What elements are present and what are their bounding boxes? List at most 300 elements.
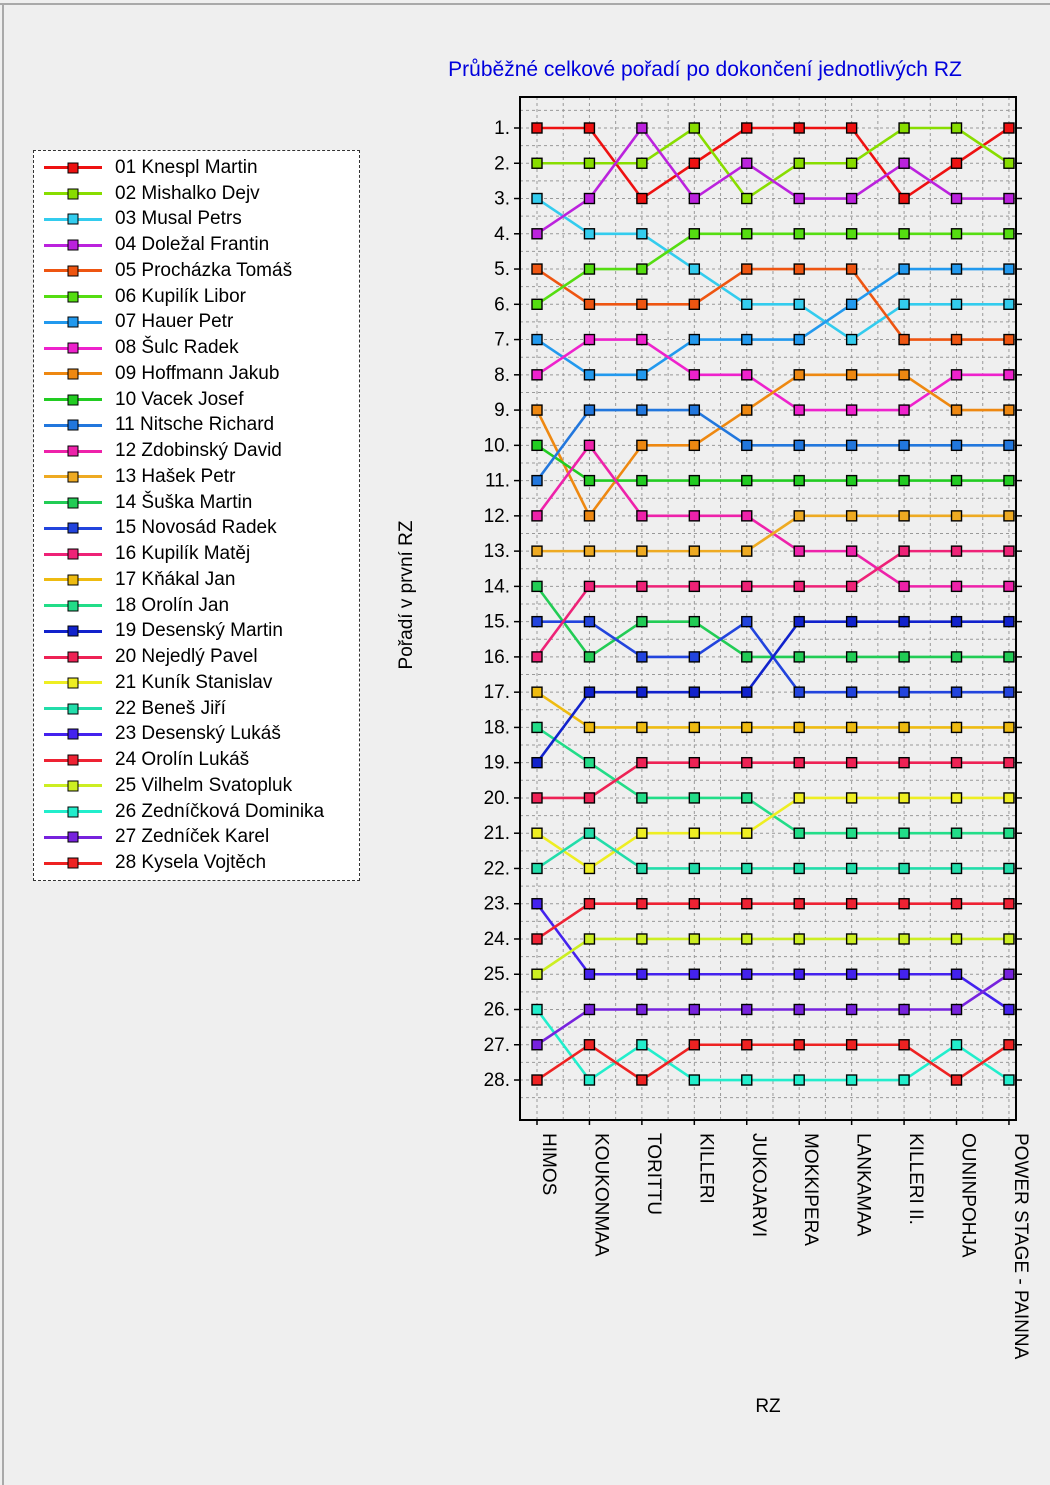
legend-label: 03 Musal Petrs — [115, 208, 242, 230]
x-tick-label: TORITTU — [642, 1133, 664, 1215]
x-tick-label: LANKAMAA — [852, 1133, 874, 1237]
x-tick-label: JUKOJARVI — [747, 1133, 769, 1238]
data-point-marker — [637, 758, 647, 768]
legend-label: 19 Desenský Martin — [115, 620, 283, 642]
data-point-marker — [794, 687, 804, 697]
data-point-marker — [742, 405, 752, 415]
data-point-marker — [794, 476, 804, 486]
x-tick-label: HIMOS — [538, 1133, 559, 1196]
data-point-marker — [532, 969, 542, 979]
data-point-marker — [637, 687, 647, 697]
y-tick-label: 7. — [494, 329, 510, 351]
data-point-marker — [532, 722, 542, 732]
data-point-marker — [952, 758, 962, 768]
data-point-marker — [584, 194, 594, 204]
data-point-marker — [794, 828, 804, 838]
y-tick-label: 13. — [483, 541, 510, 563]
legend-label: 02 Mishalko Dejv — [115, 182, 260, 204]
legend-label: 27 Zedníček Karel — [115, 826, 270, 848]
data-point-marker — [742, 863, 752, 873]
data-point-marker — [1004, 687, 1014, 697]
x-tick-label: KOUKONMAA — [590, 1133, 612, 1257]
data-point-marker — [794, 123, 804, 133]
data-point-marker — [952, 934, 962, 944]
data-point-marker — [637, 229, 647, 239]
y-tick-label: 12. — [483, 505, 510, 527]
y-tick-label: 4. — [494, 223, 510, 245]
data-point-marker — [847, 370, 857, 380]
data-point-marker — [584, 863, 594, 873]
data-point-marker — [899, 652, 909, 662]
y-tick-label: 27. — [483, 1034, 510, 1056]
data-point-marker — [584, 229, 594, 239]
legend-label: 16 Kupilík Matěj — [115, 543, 251, 565]
data-point-marker — [532, 828, 542, 838]
data-point-marker — [637, 546, 647, 556]
data-point-marker — [1004, 1075, 1014, 1085]
data-point-marker — [899, 335, 909, 345]
data-point-marker — [899, 405, 909, 415]
data-point-marker — [794, 335, 804, 345]
data-point-marker — [794, 934, 804, 944]
data-point-marker — [794, 264, 804, 274]
data-point-marker — [952, 546, 962, 556]
data-point-marker — [899, 370, 909, 380]
y-tick-label: 26. — [483, 999, 510, 1021]
data-point-marker — [584, 828, 594, 838]
data-point-marker — [742, 370, 752, 380]
y-tick-label: 2. — [494, 153, 510, 175]
data-point-marker — [1004, 229, 1014, 239]
y-tick-label: 8. — [494, 364, 510, 386]
data-point-marker — [637, 722, 647, 732]
y-tick-label: 14. — [483, 576, 510, 598]
data-point-marker — [794, 581, 804, 591]
data-point-marker — [532, 546, 542, 556]
y-tick-label: 1. — [494, 118, 510, 139]
data-point-marker — [584, 1040, 594, 1050]
y-tick-label: 11. — [484, 470, 510, 492]
data-point-marker — [899, 934, 909, 944]
data-point-marker — [899, 687, 909, 697]
data-point-marker — [847, 476, 857, 486]
y-tick-label: 15. — [483, 611, 510, 633]
data-point-marker — [899, 581, 909, 591]
data-point-marker — [742, 617, 752, 627]
data-point-marker — [847, 828, 857, 838]
data-point-marker — [532, 899, 542, 909]
data-point-marker — [794, 370, 804, 380]
data-point-marker — [1004, 440, 1014, 450]
data-point-marker — [637, 335, 647, 345]
data-point-marker — [899, 722, 909, 732]
legend-label: 04 Doležal Frantin — [115, 234, 270, 256]
data-point-marker — [532, 229, 542, 239]
data-point-marker — [742, 1075, 752, 1085]
data-point-marker — [1004, 511, 1014, 521]
data-point-marker — [742, 546, 752, 556]
data-point-marker — [952, 511, 962, 521]
legend-label: 12 Zdobinský David — [115, 440, 282, 462]
data-point-marker — [532, 264, 542, 274]
data-point-marker — [847, 899, 857, 909]
data-point-marker — [584, 1075, 594, 1085]
data-point-marker — [689, 123, 699, 133]
legend-label: 17 Kňákal Jan — [115, 568, 236, 590]
data-point-marker — [952, 335, 962, 345]
data-point-marker — [689, 969, 699, 979]
data-point-marker — [794, 229, 804, 239]
data-point-marker — [794, 299, 804, 309]
data-point-marker — [847, 758, 857, 768]
data-point-marker — [742, 758, 752, 768]
legend-label: 28 Kysela Vojtěch — [115, 852, 267, 874]
legend-label: 07 Hauer Petr — [115, 311, 234, 333]
data-point-marker — [637, 511, 647, 521]
data-point-marker — [847, 335, 857, 345]
data-point-marker — [952, 194, 962, 204]
data-point-marker — [637, 1075, 647, 1085]
data-point-marker — [584, 158, 594, 168]
legend-label: 26 Zedníčková Dominika — [115, 800, 325, 822]
data-point-marker — [689, 264, 699, 274]
legend-label: 20 Nejedlý Pavel — [115, 646, 258, 668]
data-point-marker — [584, 687, 594, 697]
data-point-marker — [1004, 581, 1014, 591]
y-tick-label: 28. — [483, 1070, 510, 1092]
x-tick-label: MOKKIPERA — [800, 1133, 822, 1246]
y-tick-label: 25. — [483, 964, 510, 986]
data-point-marker — [584, 511, 594, 521]
data-point-marker — [847, 1075, 857, 1085]
data-point-marker — [847, 1005, 857, 1015]
data-point-marker — [689, 370, 699, 380]
data-point-marker — [532, 299, 542, 309]
data-point-marker — [899, 229, 909, 239]
data-point-marker — [847, 687, 857, 697]
y-tick-label: 23. — [483, 893, 510, 915]
data-point-marker — [794, 1040, 804, 1050]
data-point-marker — [1004, 722, 1014, 732]
data-point-marker — [847, 229, 857, 239]
data-point-marker — [952, 969, 962, 979]
data-point-marker — [952, 722, 962, 732]
y-tick-label: 5. — [494, 259, 510, 281]
data-point-marker — [637, 440, 647, 450]
data-point-marker — [847, 405, 857, 415]
data-point-marker — [952, 581, 962, 591]
data-point-marker — [637, 793, 647, 803]
data-point-marker — [532, 1075, 542, 1085]
data-point-marker — [899, 511, 909, 521]
data-point-marker — [742, 969, 752, 979]
data-point-marker — [637, 194, 647, 204]
data-point-marker — [952, 793, 962, 803]
data-point-marker — [1004, 617, 1014, 627]
gridlines — [520, 97, 1016, 1120]
data-point-marker — [899, 758, 909, 768]
data-point-marker — [689, 546, 699, 556]
data-point-marker — [532, 476, 542, 486]
data-point-marker — [584, 969, 594, 979]
data-point-marker — [899, 158, 909, 168]
data-point-marker — [1004, 370, 1014, 380]
data-point-marker — [532, 934, 542, 944]
data-point-marker — [637, 299, 647, 309]
data-point-marker — [794, 405, 804, 415]
data-point-marker — [637, 370, 647, 380]
data-point-marker — [584, 299, 594, 309]
data-point-marker — [584, 652, 594, 662]
x-tick-label: KILLERI — [695, 1133, 717, 1204]
data-point-marker — [742, 511, 752, 521]
data-point-marker — [794, 1075, 804, 1085]
data-point-marker — [952, 229, 962, 239]
data-point-marker — [899, 1040, 909, 1050]
data-point-marker — [637, 476, 647, 486]
data-point-marker — [794, 652, 804, 662]
y-tick-label: 18. — [483, 717, 510, 739]
data-point-marker — [794, 758, 804, 768]
data-point-marker — [847, 863, 857, 873]
data-point-marker — [584, 405, 594, 415]
data-point-marker — [584, 934, 594, 944]
data-point-marker — [637, 123, 647, 133]
data-point-marker — [689, 440, 699, 450]
data-point-marker — [952, 1005, 962, 1015]
data-point-marker — [847, 194, 857, 204]
data-point-marker — [1004, 934, 1014, 944]
data-point-marker — [532, 511, 542, 521]
data-point-marker — [637, 1040, 647, 1050]
data-point-marker — [742, 722, 752, 732]
data-point-marker — [1004, 758, 1014, 768]
y-tick-label: 19. — [483, 752, 510, 774]
data-point-marker — [1004, 899, 1014, 909]
data-point-marker — [847, 722, 857, 732]
x-axis-title: RZ — [755, 1396, 781, 1417]
data-point-marker — [689, 722, 699, 732]
data-point-marker — [532, 687, 542, 697]
data-point-marker — [847, 299, 857, 309]
data-point-marker — [847, 511, 857, 521]
legend-label: 23 Desenský Lukáš — [115, 723, 281, 745]
data-point-marker — [689, 476, 699, 486]
data-point-marker — [584, 758, 594, 768]
data-point-marker — [899, 546, 909, 556]
data-point-marker — [689, 511, 699, 521]
data-point-marker — [532, 1005, 542, 1015]
data-point-marker — [637, 899, 647, 909]
y-tick-label: 3. — [494, 188, 510, 210]
data-point-marker — [899, 476, 909, 486]
y-tick-label: 20. — [483, 787, 510, 809]
data-point-marker — [584, 370, 594, 380]
legend-label: 05 Procházka Tomáš — [115, 259, 293, 281]
data-point-marker — [742, 440, 752, 450]
data-point-marker — [794, 863, 804, 873]
data-point-marker — [637, 969, 647, 979]
data-point-marker — [899, 828, 909, 838]
legend-label: 14 Šuška Martin — [115, 491, 253, 513]
data-point-marker — [847, 123, 857, 133]
data-point-marker — [689, 1075, 699, 1085]
data-point-marker — [899, 899, 909, 909]
data-point-marker — [794, 969, 804, 979]
y-tick-label: 6. — [494, 294, 510, 316]
data-point-marker — [742, 229, 752, 239]
data-point-marker — [1004, 546, 1014, 556]
data-point-marker — [794, 546, 804, 556]
data-point-marker — [689, 758, 699, 768]
data-point-marker — [742, 158, 752, 168]
data-point-marker — [952, 687, 962, 697]
data-point-marker — [1004, 476, 1014, 486]
data-point-marker — [742, 652, 752, 662]
legend-label: 01 Knespl Martin — [115, 156, 258, 178]
data-point-marker — [689, 687, 699, 697]
legend-label: 21 Kuník Stanislav — [115, 671, 273, 693]
data-point-marker — [637, 934, 647, 944]
data-point-marker — [689, 1005, 699, 1015]
plot-border — [520, 97, 1016, 1120]
data-point-marker — [952, 158, 962, 168]
legend-label: 15 Novosád Radek — [115, 517, 277, 539]
data-point-marker — [532, 863, 542, 873]
data-point-marker — [1004, 828, 1014, 838]
data-point-marker — [952, 405, 962, 415]
data-point-marker — [689, 899, 699, 909]
data-point-marker — [899, 793, 909, 803]
data-point-marker — [584, 793, 594, 803]
data-point-marker — [689, 863, 699, 873]
data-point-marker — [584, 1005, 594, 1015]
data-point-marker — [584, 335, 594, 345]
data-point-marker — [1004, 652, 1014, 662]
data-point-marker — [952, 899, 962, 909]
data-point-marker — [1004, 194, 1014, 204]
data-point-marker — [584, 546, 594, 556]
y-tick-label: 10. — [483, 435, 510, 457]
x-tick-labels — [538, 1133, 1031, 1360]
data-point-marker — [952, 299, 962, 309]
data-point-marker — [689, 652, 699, 662]
data-point-marker — [584, 440, 594, 450]
data-point-marker — [532, 1040, 542, 1050]
data-point-marker — [794, 440, 804, 450]
data-point-marker — [899, 440, 909, 450]
data-point-marker — [742, 476, 752, 486]
data-point-marker — [532, 405, 542, 415]
legend-label: 10 Vacek Josef — [115, 388, 244, 410]
legend-label: 06 Kupilík Libor — [115, 285, 246, 307]
y-tick-label: 9. — [494, 400, 510, 422]
data-point-marker — [847, 440, 857, 450]
x-tick-label: OUNINPOHJA — [957, 1133, 979, 1258]
data-point-marker — [952, 476, 962, 486]
data-point-marker — [794, 899, 804, 909]
data-point-marker — [847, 546, 857, 556]
data-point-marker — [637, 863, 647, 873]
legend-label: 25 Vilhelm Svatopluk — [115, 774, 293, 796]
data-point-marker — [742, 793, 752, 803]
y-tick-label: 17. — [483, 682, 510, 704]
series-line-13 — [537, 516, 1009, 551]
data-point-marker — [532, 440, 542, 450]
data-point-marker — [742, 123, 752, 133]
data-point-marker — [899, 123, 909, 133]
data-point-marker — [847, 969, 857, 979]
legend-label: 09 Hoffmann Jakub — [115, 362, 280, 384]
x-tick-label: POWER STAGE - PAINNA — [1009, 1133, 1031, 1360]
data-point-marker — [794, 158, 804, 168]
data-point-marker — [1004, 969, 1014, 979]
data-point-marker — [532, 652, 542, 662]
data-point-marker — [952, 370, 962, 380]
data-point-marker — [689, 194, 699, 204]
data-point-marker — [742, 934, 752, 944]
data-point-marker — [742, 687, 752, 697]
data-point-marker — [584, 264, 594, 274]
data-point-marker — [1004, 299, 1014, 309]
data-point-marker — [1004, 123, 1014, 133]
data-point-marker — [532, 194, 542, 204]
data-point-marker — [952, 828, 962, 838]
data-point-marker — [1004, 158, 1014, 168]
data-point-marker — [899, 299, 909, 309]
data-point-marker — [584, 123, 594, 133]
data-point-marker — [1004, 793, 1014, 803]
data-point-marker — [689, 229, 699, 239]
data-point-marker — [952, 264, 962, 274]
data-point-marker — [742, 581, 752, 591]
data-point-marker — [899, 863, 909, 873]
data-point-marker — [689, 581, 699, 591]
data-point-marker — [742, 1005, 752, 1015]
data-point-marker — [1004, 1005, 1014, 1015]
data-point-marker — [584, 476, 594, 486]
data-point-marker — [1004, 405, 1014, 415]
data-point-marker — [637, 828, 647, 838]
data-point-marker — [899, 194, 909, 204]
data-point-marker — [794, 194, 804, 204]
data-point-marker — [847, 158, 857, 168]
data-point-marker — [794, 1005, 804, 1015]
data-point-marker — [847, 934, 857, 944]
data-point-marker — [1004, 335, 1014, 345]
data-point-marker — [689, 828, 699, 838]
data-point-marker — [847, 652, 857, 662]
data-point-marker — [742, 828, 752, 838]
legend-label: 22 Beneš Jiří — [115, 697, 226, 719]
data-point-marker — [847, 264, 857, 274]
data-point-marker — [689, 158, 699, 168]
data-point-marker — [742, 299, 752, 309]
data-point-marker — [952, 652, 962, 662]
legend-label: 18 Orolín Jan — [115, 594, 230, 616]
data-point-marker — [637, 264, 647, 274]
data-point-marker — [952, 123, 962, 133]
data-point-marker — [637, 617, 647, 627]
data-point-marker — [584, 722, 594, 732]
data-point-marker — [689, 934, 699, 944]
data-point-marker — [899, 1075, 909, 1085]
data-point-marker — [847, 1040, 857, 1050]
data-point-marker — [952, 617, 962, 627]
data-point-marker — [899, 264, 909, 274]
data-point-marker — [532, 793, 542, 803]
y-tick-label: 24. — [483, 928, 510, 950]
